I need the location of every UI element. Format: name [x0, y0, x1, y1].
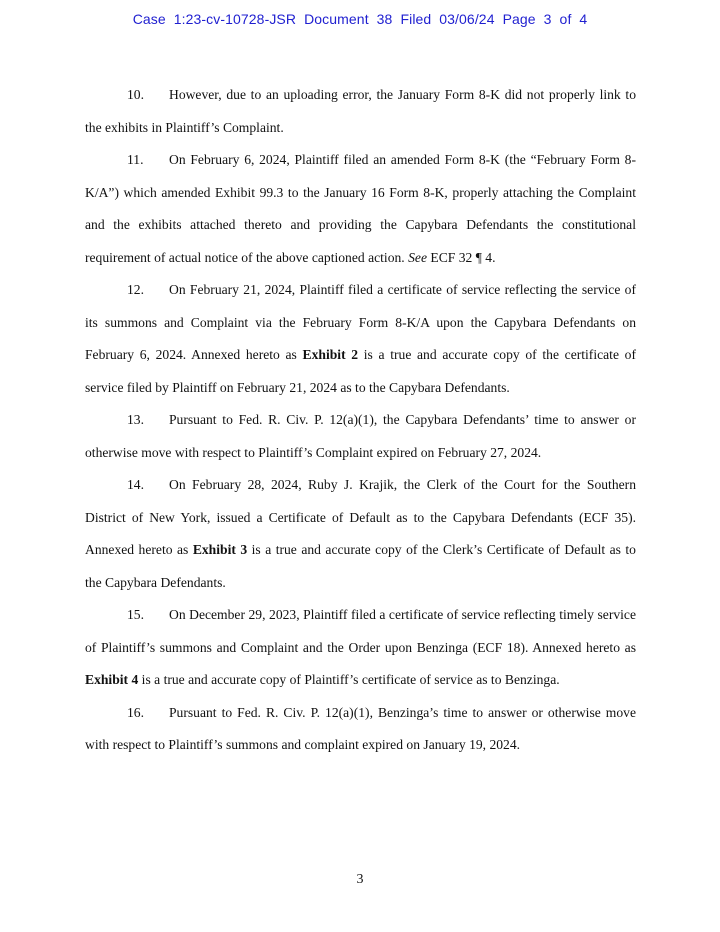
case-number: Case 1:23-cv-10728-JSR	[132, 11, 297, 27]
filed-date: Filed 03/06/24	[400, 11, 495, 27]
paragraph-16	[85, 697, 636, 762]
paragraph-15	[85, 599, 636, 697]
paragraph-number: 10.	[127, 87, 144, 102]
document-number: Document 38	[304, 11, 393, 27]
paragraph-number: 11.	[127, 152, 144, 167]
paragraph-text: On February 21, 2024, Plaintiff filed a certificate of service reflecting the service of its summons and Complaint via the February Form 8-K/A upon the Capybara Defendants on February 6, 2024. Annexed hereto as	[85, 282, 636, 362]
paragraph-13	[85, 404, 636, 469]
paragraph-number: 16.	[127, 704, 144, 720]
paragraph-text: is a true and accurate copy of the certificate of service filed by Plaintiff on February 21, 2024 as to the Capybara Defendants.	[85, 347, 636, 395]
paragraph-text: Pursuant to Fed. R. Civ. P. 12(a)(1), Benzinga’s time to answer or otherwise move with respect to Plaintiff’s summons and complaint expired on January 19, 2024.	[85, 704, 636, 752]
exhibit-reference: Exhibit 3	[192, 542, 248, 557]
paragraph-text: On December 29, 2023, Plaintiff filed a certificate of service reflecting timely service of Plaintiff’s summons and Complaint and the Order upon Benzinga (ECF 18). Annexed hereto as	[85, 607, 636, 655]
paragraph-number: 13.	[127, 412, 144, 427]
document-body	[85, 79, 636, 762]
page-indicator: Page 3 of 4	[502, 11, 588, 27]
page-number: 3	[356, 872, 364, 887]
paragraph-number: 12.	[127, 282, 144, 297]
paragraph-text: On February 6, 2024, Plaintiff filed an amended Form 8-K (the “February Form 8-K/A”) which amended Exhibit 99.3 to the January 16 Form 8-K, properly attaching the Complaint and the exhibits attached thereto and providing the Capybara Defendants the constitutional requirement of actual notice of the above captioned action.	[85, 152, 636, 265]
citation-signal: See	[408, 249, 427, 265]
exhibit-reference: Exhibit 4	[85, 672, 139, 687]
paragraph-10	[85, 79, 636, 144]
exhibit-reference: Exhibit 2	[302, 347, 359, 362]
paragraph-text: However, due to an uploading error, the January Form 8-K did not properly link to the exhibits in Plaintiff’s Complaint.	[85, 87, 636, 135]
paragraph-11	[85, 144, 636, 274]
paragraph-text: is a true and accurate copy of the Clerk’s Certificate of Default as to the Capybara Defendants.	[85, 542, 636, 590]
paragraph-text: Pursuant to Fed. R. Civ. P. 12(a)(1), the Capybara Defendants’ time to answer or otherwise move with respect to Plaintiff’s Complaint expired on February 27, 2024.	[85, 412, 636, 460]
paragraph-text: is a true and accurate copy of Plaintiff’s certificate of service as to Benzinga.	[141, 672, 560, 687]
paragraph-number: 14.	[127, 477, 144, 492]
paragraph-number: 15.	[127, 607, 144, 622]
citation-reference: ECF 32 ¶ 4.	[430, 249, 496, 265]
case-header	[0, 11, 720, 27]
paragraph-14	[85, 469, 636, 599]
paragraph-12	[85, 274, 636, 404]
paragraph-text: On February 28, 2024, Ruby J. Krajik, the Clerk of the Court for the Southern District of New York, issued a Certificate of Default as to the Capybara Defendants (ECF 35). Annexed hereto as	[85, 477, 636, 557]
